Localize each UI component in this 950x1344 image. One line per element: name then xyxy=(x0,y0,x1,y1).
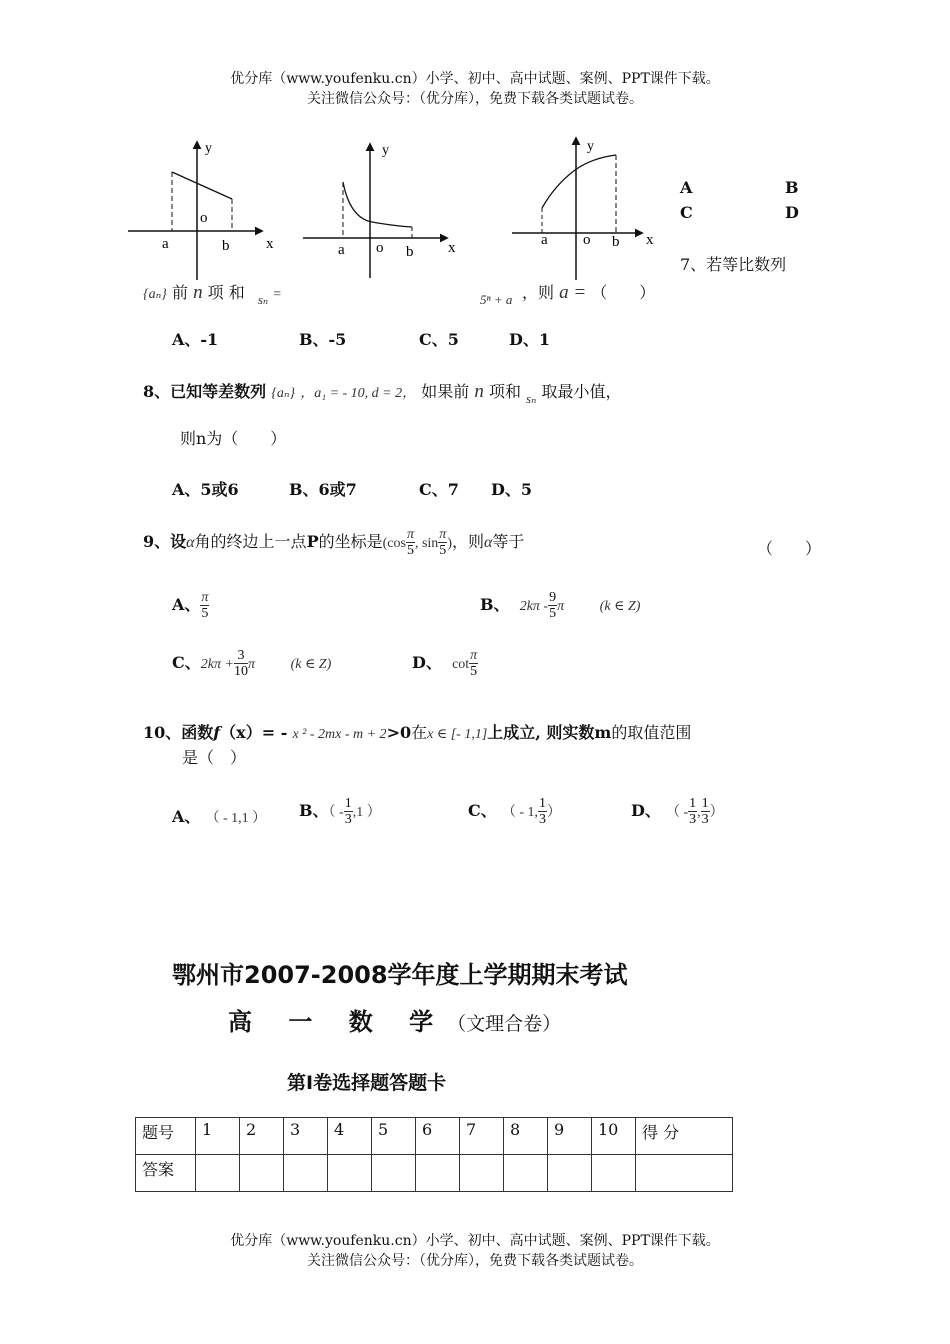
answer-cell-3[interactable] xyxy=(284,1155,328,1192)
tick-label-b: b xyxy=(222,238,230,254)
exam-subject: 高 一 数 学 xyxy=(228,1008,448,1036)
q9-text2: 的坐标是 xyxy=(318,532,383,551)
table-cell: 答案 xyxy=(136,1155,196,1192)
header-line-2: 关注微信公众号：（优分库），免费下载各类试题试卷。 xyxy=(307,91,643,107)
q10-d-frac-1: $\frac{1}{3}$ xyxy=(689,796,697,827)
tick-label-a: a xyxy=(162,236,169,252)
q9-close: ) xyxy=(447,536,452,551)
answer-cell-10[interactable] xyxy=(592,1155,636,1192)
q7-eq: = xyxy=(273,287,282,302)
answer-table xyxy=(135,1117,733,1192)
tick-label-a: a xyxy=(338,242,345,258)
table-cell: 2 xyxy=(240,1118,284,1155)
q9-text1: 角的终边上一点 xyxy=(194,532,307,551)
q10-d-frac-2: $\frac{1}{3}$ xyxy=(701,796,709,827)
q10-option-d: D、 （ - $\frac{1}{3}$ , $\frac{1}{3}$ ） xyxy=(631,796,724,827)
q10-line2: 是（ ） xyxy=(182,748,247,767)
q8-option-d: D、5 xyxy=(491,480,533,499)
q9-option-c: C、2kπ + $\frac{3}{10}$ π (k ∈ Z) xyxy=(172,648,332,679)
q7-option-b: B、-5 xyxy=(299,330,347,349)
q9-b-frac: $\frac{9}{5}$ xyxy=(549,590,557,621)
q8-option-b: B、6或7 xyxy=(289,480,357,499)
graph-option-a: A xyxy=(680,178,693,197)
q7-a-eq: a = xyxy=(559,282,587,303)
q7-seq: {aₙ} xyxy=(143,287,167,302)
q10-line1: 10、函数f（x）= - x ² - 2mx - m + 2>0在x ∈ [- 1,1]上成立, 则实数m的取值范围 xyxy=(143,723,692,742)
q9-option-b: B、 2kπ - $\frac{9}{5}$ π (k ∈ Z) xyxy=(480,590,641,621)
q7-option-d: D、1 xyxy=(509,330,551,349)
q8-mid: 如果前 xyxy=(421,382,470,401)
table-cell: 8 xyxy=(504,1118,548,1155)
q9-text3: ，则 xyxy=(451,532,484,551)
answer-cell-4[interactable] xyxy=(328,1155,372,1192)
q10-option-b: B、（ - $\frac{1}{3}$ ,1 ） xyxy=(299,796,381,827)
score-cell[interactable] xyxy=(636,1155,733,1192)
axis-label-y: y xyxy=(382,143,389,158)
q7-line xyxy=(143,280,282,307)
tick-label-a: a xyxy=(541,232,548,248)
q8-mid2: 项和 xyxy=(488,382,521,401)
exam-title: 鄂州市2007-2008学年度上学期期末考试 xyxy=(172,961,628,989)
table-cell: 4 xyxy=(328,1118,372,1155)
q8-seq: {aₙ} xyxy=(271,386,296,401)
function-graphs xyxy=(0,130,950,290)
q9-sin: , sin xyxy=(414,536,439,551)
axis-label-x: x xyxy=(646,232,654,248)
q8-cond: ，a₁ = - 10, d = 2， xyxy=(300,386,417,401)
q7-mid2: 项 和 xyxy=(207,283,245,302)
q8-option-c: C、7 xyxy=(419,480,459,499)
q7-prefix: 7、若等比数列 xyxy=(680,255,787,274)
answer-cell-9[interactable] xyxy=(548,1155,592,1192)
q7-option-c: C、5 xyxy=(419,330,459,349)
q8-prefix: 8、已知等差数列 xyxy=(143,382,267,401)
origin-label: o xyxy=(583,232,591,248)
q9-a-frac: $\frac{\pi}{5}$ xyxy=(201,590,209,621)
axis-label-x: x xyxy=(266,236,274,252)
table-cell: 10 xyxy=(592,1118,636,1155)
q7-paren: （ ） xyxy=(591,283,656,302)
table-cell: 3 xyxy=(284,1118,328,1155)
tick-label-b: b xyxy=(406,244,414,260)
exam-subject-note: （文理合卷） xyxy=(447,1013,562,1035)
graph-option-c: C xyxy=(680,203,693,222)
q9-prefix: 9、设 xyxy=(143,532,187,551)
header-line-1: 优分库（www.youfenku.cn）小学、初中、高中试题、案例、PPT课件下载。 xyxy=(230,71,720,87)
footer-line-2: 关注微信公众号：（优分库），免费下载各类试题试卷。 xyxy=(307,1253,643,1269)
q9-P: P xyxy=(306,532,319,551)
q8-tail: 取最小值， xyxy=(541,382,622,401)
origin-label: o xyxy=(376,240,384,256)
axis-label-y: y xyxy=(587,139,594,154)
exam-subject-line xyxy=(228,1002,561,1037)
graph-c xyxy=(512,138,654,280)
table-row xyxy=(136,1155,733,1192)
q7-n: n xyxy=(193,282,203,303)
table-cell: 题号 xyxy=(136,1118,196,1155)
graph-option-b: B xyxy=(785,178,799,197)
q8-sn: sₙ xyxy=(526,391,537,406)
q10-option-c: C、 （ - 1, $\frac{1}{3}$ ） xyxy=(468,796,562,827)
axis-label-x: x xyxy=(448,240,456,256)
table-cell: 5 xyxy=(372,1118,416,1155)
q9-cos: (cos xyxy=(382,536,406,551)
q8-n: n xyxy=(474,381,484,402)
origin-label: o xyxy=(200,210,208,226)
table-cell: 6 xyxy=(416,1118,460,1155)
tick-label-b: b xyxy=(612,234,620,250)
q7-then-group xyxy=(522,280,655,304)
answer-cell-1[interactable] xyxy=(196,1155,240,1192)
table-row xyxy=(136,1118,733,1155)
q10-option-a: A、 （ - 1,1 ） xyxy=(172,807,267,826)
q9-option-a: A、 $\frac{\pi}{5}$ xyxy=(172,590,209,621)
q8-line1 xyxy=(143,379,622,406)
q7-expr: 5ⁿ + a xyxy=(480,292,513,307)
q7-mid1: 前 xyxy=(171,283,188,302)
answer-cell-6[interactable] xyxy=(416,1155,460,1192)
answer-cell-8[interactable] xyxy=(504,1155,548,1192)
q9-d-frac: $\frac{\pi}{5}$ xyxy=(470,648,478,679)
q10-c-frac: $\frac{1}{3}$ xyxy=(539,796,547,827)
q8-line2: 则n为（ ） xyxy=(180,429,287,448)
q9-text4: 等于 xyxy=(492,532,525,551)
q9-frac-1: $\frac{\pi}{5}$ xyxy=(406,527,414,558)
answer-cell-7[interactable] xyxy=(460,1155,504,1192)
answer-cell-5[interactable] xyxy=(372,1155,416,1192)
graph-b xyxy=(303,143,456,278)
q9-frac-2: $\frac{\pi}{5}$ xyxy=(439,527,447,558)
table-cell: 1 xyxy=(196,1118,240,1155)
curve xyxy=(542,155,616,208)
q9-alpha-2: α xyxy=(484,534,493,551)
q7-option-a: A、-1 xyxy=(172,330,219,349)
q7-then: ，则 xyxy=(522,283,555,302)
q7-sn: sₙ xyxy=(257,292,269,307)
answer-card-title: 第Ⅰ卷选择题答题卡 xyxy=(287,1072,447,1094)
q9-c-frac: $\frac{3}{10}$ xyxy=(233,648,248,679)
q10-b-frac: $\frac{1}{3}$ xyxy=(344,796,352,827)
table-cell: 得 分 xyxy=(636,1118,733,1155)
footer-line-1: 优分库（www.youfenku.cn）小学、初中、高中试题、案例、PPT课件下载。 xyxy=(230,1233,720,1249)
table-cell: 7 xyxy=(460,1118,504,1155)
table-cell: 9 xyxy=(548,1118,592,1155)
q9-paren: （ ） xyxy=(757,539,822,558)
graph-a xyxy=(128,141,274,280)
q9-option-d: D、 cot $\frac{\pi}{5}$ xyxy=(412,648,478,679)
q9-line1 xyxy=(143,527,524,558)
axis-label-y: y xyxy=(205,141,212,156)
curve xyxy=(343,182,412,227)
q9-alpha: α xyxy=(186,534,195,551)
q8-option-a: A、5或6 xyxy=(172,480,239,499)
graph-option-d: D xyxy=(785,203,799,222)
answer-cell-2[interactable] xyxy=(240,1155,284,1192)
curve xyxy=(172,172,232,199)
